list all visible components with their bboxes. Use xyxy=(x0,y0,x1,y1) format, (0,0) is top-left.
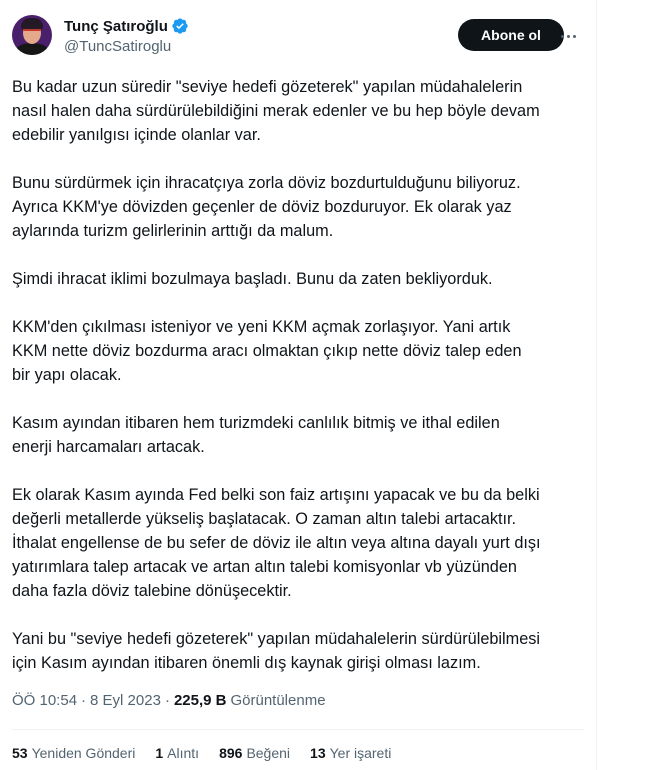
tweet-paragraph: Bu kadar uzun süredir "seviye hedefi gözeterek" yapılan müdahalelerin nasıl halen daha sürdürülebildiğini merak edenler ve bu hep böyle devam edebilir yanılgısı içinde olanlar var. xyxy=(12,78,540,144)
author-handle[interactable]: @TuncSatiroglu xyxy=(64,38,172,55)
meta-separator: · xyxy=(81,692,87,709)
follow-button[interactable]: Abone ol xyxy=(458,19,564,51)
author-display-name[interactable]: Tunç Şatıroğlu xyxy=(64,17,168,35)
tweet-meta xyxy=(12,692,326,709)
views-count: 225,9 B xyxy=(173,692,227,709)
tweet-paragraph: Şimdi ihracat iklimi bozulmaya başladı. Bunu da zaten bekliyorduk. xyxy=(12,270,493,288)
tweet-paragraph: Bunu sürdürmek için ihracatçıya zorla döviz bozdurtulduğunu biliyoruz. Ayrıca KKM'ye dövizden geçenler de döviz bozduruyor. Ek olarak yaz aylarında turizm gelirlerinin arttığı da malum. xyxy=(12,174,521,240)
bookmarks-stat[interactable] xyxy=(310,745,391,761)
likes-count: 896 xyxy=(219,745,243,761)
name-row xyxy=(64,16,189,36)
likes-stat[interactable] xyxy=(219,745,290,761)
quotes-stat[interactable] xyxy=(155,745,199,761)
tweet-paragraph: Yani bu "seviye hedefi gözeterek" yapılan müdahalelerin sürdürülebilmesi için Kasım ayından itibaren önemli dış kaynak girişi olması lazım. xyxy=(12,630,541,672)
dot xyxy=(567,35,570,38)
tweet-date[interactable]: 8 Eyl 2023 xyxy=(90,692,161,709)
dot xyxy=(561,35,564,38)
reposts-count: 53 xyxy=(12,745,28,761)
divider xyxy=(12,729,584,730)
tweet-paragraph: Ek olarak Kasım ayında Fed belki son faiz artışını yapacak ve bu da belki değerli metallerde yükseliş başlatacak. O zaman altın talebi artacaktır. İthalat engellense de bu sefer de döviz ile altın veya altına dayalı yurt dışı yatırımlara talep artacak ve artan altın talebi komisyonlar vb yüzünden daha fazla döviz talebine dönüşecektir. xyxy=(12,486,541,600)
tweet-time[interactable]: ÖÖ 10:54 xyxy=(12,692,78,709)
quotes-count: 1 xyxy=(155,745,164,761)
column-border xyxy=(596,0,597,770)
verified-badge-icon[interactable] xyxy=(171,17,189,35)
engagement-stats xyxy=(12,745,411,761)
avatar-glasses xyxy=(23,29,41,34)
tweet-header xyxy=(12,14,584,58)
reposts-label: Yeniden Gönderi xyxy=(31,745,136,761)
tweet-text xyxy=(12,75,584,675)
avatar[interactable] xyxy=(12,15,52,55)
more-dots-icon[interactable] xyxy=(554,22,582,50)
dot xyxy=(573,35,576,38)
views-label: Görüntülenme xyxy=(230,692,326,709)
tweet-paragraph: Kasım ayından itibaren hem turizmdeki canlılık bitmiş ve ithal edilen enerji harcamaları artacak. xyxy=(12,414,500,456)
likes-label: Beğeni xyxy=(246,745,291,761)
tweet-paragraph: KKM'den çıkılması isteniyor ve yeni KKM açmak zorlaşıyor. Yani artık KKM nette döviz bozdurma aracı olmaktan çıkıp nette döviz talep eden bir yapı olacak. xyxy=(12,318,522,384)
bookmarks-label: Yer işareti xyxy=(329,745,392,761)
avatar-shirt xyxy=(14,43,50,55)
user-info xyxy=(64,16,189,55)
reposts-stat[interactable] xyxy=(12,745,135,761)
meta-separator: · xyxy=(164,692,170,709)
bookmarks-count: 13 xyxy=(310,745,326,761)
quotes-label: Alıntı xyxy=(167,745,200,761)
